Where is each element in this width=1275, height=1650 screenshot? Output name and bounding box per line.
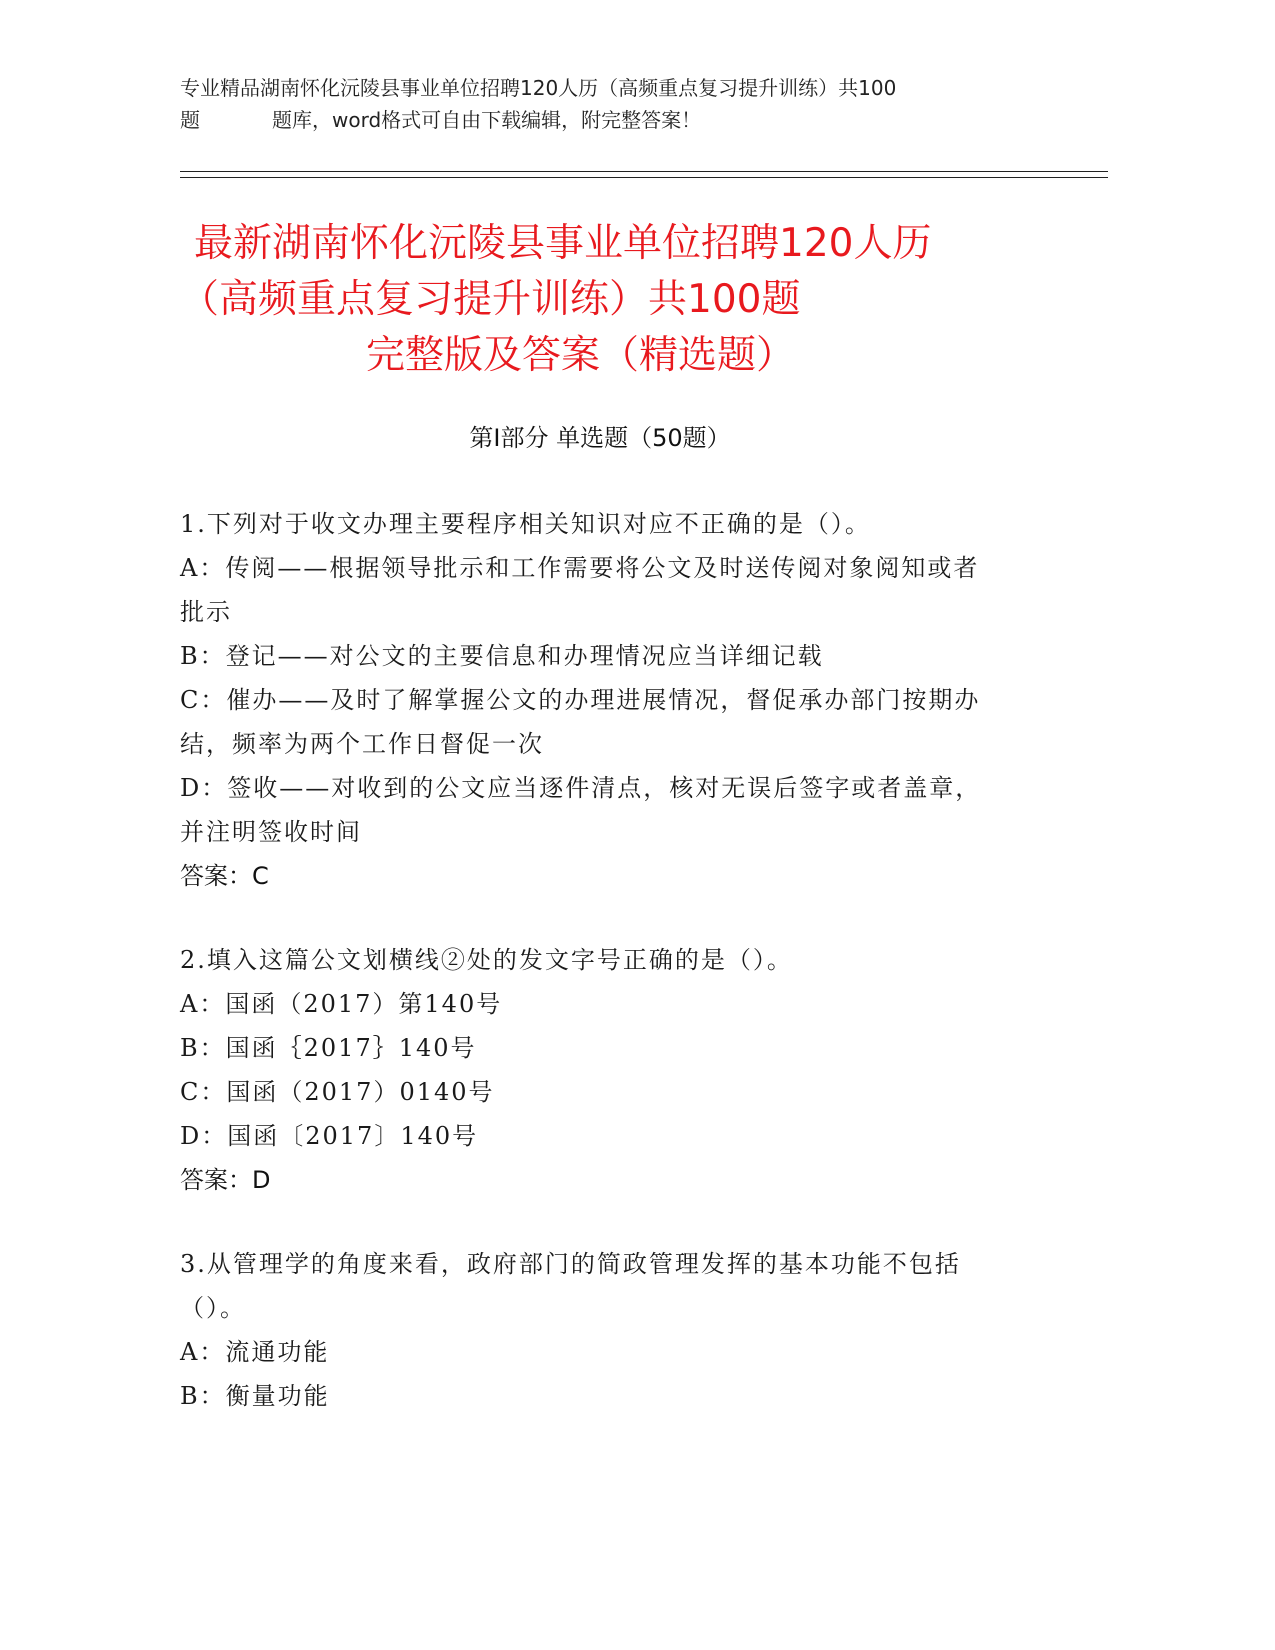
option-line: 并注明签收时间 (180, 818, 362, 846)
header-note-line-1: 专业精品湖南怀化沅陵县事业单位招聘120人历（高频重点复习提升训练）共100 (180, 76, 897, 100)
header-rule-thin (180, 177, 1108, 178)
option-line: A：传阅——根据领导批示和工作需要将公文及时送传阅对象阅知或者 (180, 554, 980, 582)
header-note-line-2-end: 题库，word格式可自由下载编辑，附完整答案！ (272, 108, 702, 132)
header-rule-thick (180, 171, 1108, 172)
option-c (180, 678, 1040, 766)
option-a (180, 546, 1040, 634)
option-b (180, 634, 1040, 678)
document-title-line-1: 最新湖南怀化沅陵县事业单位招聘120人历 (194, 221, 932, 266)
question-3 (180, 1242, 1040, 1418)
answer-label: 答案：D (180, 1166, 271, 1194)
question-list (180, 502, 1040, 1458)
question-2 (180, 938, 1040, 1202)
section-heading: 第Ⅰ部分 单选题（50题） (469, 424, 731, 452)
document-title-line-3: 完整版及答案（精选题） (366, 333, 796, 378)
question-stem-line: 1.下列对于收文办理主要程序相关知识对应不正确的是（）。 (180, 510, 871, 538)
document-title-line-2: （高频重点复习提升训练）共100题 (180, 277, 801, 322)
question-stem-line: 3.从管理学的角度来看，政府部门的简政管理发挥的基本功能不包括 (180, 1250, 961, 1278)
header-note-line-2-start: 题 (180, 108, 200, 132)
option-b: B：衡量功能 (180, 1382, 330, 1410)
option-line: D：签收——对收到的公文应当逐件清点，核对无误后签字或者盖章， (180, 774, 982, 802)
question-stem-line: 2.填入这篇公文划横线②处的发文字号正确的是（）。 (180, 946, 793, 974)
option-b: B：国函｛2017｝140号 (180, 1034, 477, 1062)
option-a: A：流通功能 (180, 1338, 330, 1366)
option-d (180, 766, 1040, 854)
question-1 (180, 502, 1040, 898)
option-c: C：国函（2017）0140号 (180, 1078, 495, 1106)
option-line: C：催办——及时了解掌握公文的办理进展情况，督促承办部门按期办 (180, 686, 981, 714)
option-line: 批示 (180, 598, 232, 626)
answer-label: 答案：C (180, 862, 269, 890)
header-note (180, 72, 1060, 136)
question-stem-line: （）。 (180, 1294, 246, 1322)
header-note-line-2 (180, 104, 1060, 136)
option-a: A：国函（2017）第140号 (180, 990, 503, 1018)
option-line: 结，频率为两个工作日督促一次 (180, 730, 544, 758)
document-title (180, 216, 1060, 384)
option-d: D：国函〔2017〕140号 (180, 1122, 479, 1150)
option-line: B：登记——对公文的主要信息和办理情况应当详细记载 (180, 642, 824, 670)
